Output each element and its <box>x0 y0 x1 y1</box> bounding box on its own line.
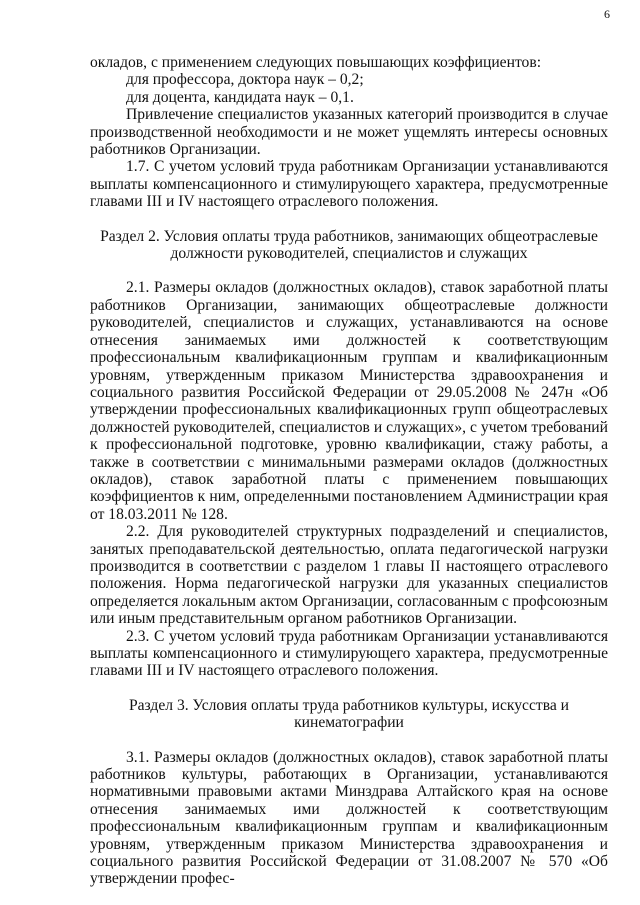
paragraph-1-7: 1.7. С учетом условий труда работникам Организации устанавливаются выплаты компенсационного и стимулирующего характера, предусмотренные главами III и IV настоящего отраслевого положения. <box>90 158 608 211</box>
section-3-heading: Раздел 3. Условия оплаты труда работников культуры, искусства и кинематографии <box>128 696 570 732</box>
document-body <box>90 54 608 888</box>
coefficient-docent: для доцента, кандидата наук – 0,1. <box>126 88 354 106</box>
coefficient-professor: для профессора, доктора наук – 0,2; <box>126 71 364 89</box>
paragraph-2-1: 2.1. Размеры окладов (должностных окладов), ставок заработной платы работников Организации, занимающих общеотраслевые должности руководителей, специалистов и служащих, устанавливаются на основе отнесения занимаемых ими должностей к соответствующим профессиональным квалификационным группам и квалификационным уровням, утвержденным приказом Министерства здравоохранения и социального развития Российской Федерации от 29.05.2008 № 247н «Об утверждении профессиональных квалификационных групп общеотраслевых должностей руководителей, специалистов и служащих», с учетом требований к профессиональной подготовке, уровню квалификации, стажу работы, а также в соответствии с минимальными размерами окладов (должностных окладов), ставок заработной платы с применением повышающих коэффициентов к ним, определенными постановлением Администрации края от 18.03.2011 № 128. <box>90 279 608 523</box>
paragraph-2-2: 2.2. Для руководителей структурных подразделений и специалистов, занятых преподавательской деятельностью, оплата педагогической нагрузки производится в соответствии с разделом 1 главы II настоящего отраслевого положения. Норма педагогической нагрузки для указанных специалистов определяется локальным актом Организации, согласованным с профсоюзным или иным представительным органом работников Организации. <box>90 523 608 628</box>
paragraph-coefficients-intro: окладов, с применением следующих повышающих коэффициентов: <box>90 54 542 71</box>
section-2-heading: Раздел 2. Условия оплаты труда работников, занимающих общеотраслевые должности руководителей, специалистов и служащих <box>100 227 598 263</box>
page-number: 6 <box>604 7 610 21</box>
paragraph-3-1: 3.1. Размеры окладов (должностных окладов), ставок заработной платы работников культуры, работающих в Организации, устанавливаются нормативными правовыми актами Минздрава Алтайского края на основе отнесения занимаемых ими должностей к соответствующим профессиональным квалификационным группам и квалификационным уровням, утвержденным приказом Министерства здравоохранения и социального развития Российской Федерации от 31.08.2007 № 570 «Об утверждении профес- <box>90 748 608 888</box>
paragraph-2-3: 2.3. С учетом условий труда работникам Организации устанавливаются выплаты компенсационного и стимулирующего характера, предусмотренные главами III и IV настоящего отраслевого положения. <box>90 627 608 680</box>
paragraph-specialists: Привлечение специалистов указанных категорий производится в случае производственной необходимости и не может ущемлять интересы основных работников Организации. <box>90 106 608 159</box>
